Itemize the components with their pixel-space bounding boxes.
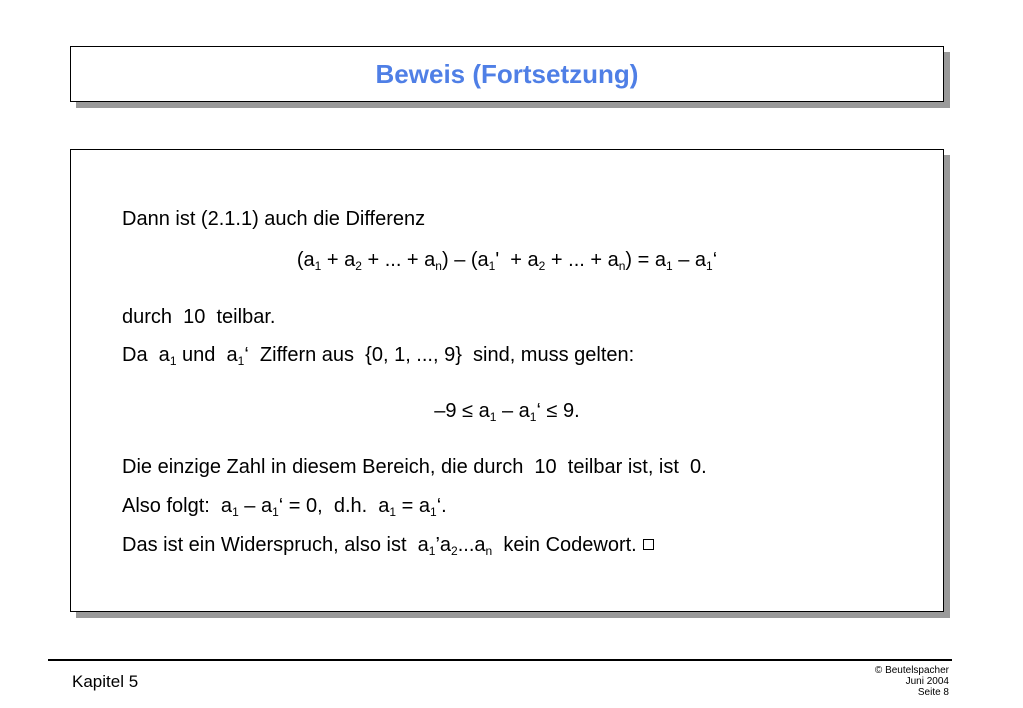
qed-square-icon: [643, 539, 654, 550]
footer-info: [875, 665, 949, 698]
text-line-widerspruch: Das ist ein Widerspruch, also ist $a_1’a_2...a_n$ kein Codewort.: [122, 533, 654, 557]
content-box: [70, 149, 944, 612]
footer-divider: [48, 659, 952, 661]
slide-title: Beweis (Fortsetzung): [375, 58, 639, 89]
text-line-ziffern: Da $a_1$ und $a_1‘$ Ziffern aus {0, 1, ..., 9} sind, muss gelten:: [122, 344, 635, 368]
text-line-teilbar: durch 10 teilbar.: [122, 306, 276, 328]
footer-page-number: Seite 8: [917, 687, 949, 698]
text-line-bereich: Die einzige Zahl in diesem Bereich, die durch 10 teilbar ist, ist 0.: [122, 456, 707, 478]
footer-copyright: © Beutelspacher: [874, 665, 949, 676]
equation-difference: ($a_1 + a_2$ + ... + $a_n) - (a_1' + a_2$ + ... + $a_n) = a_1$ – $a_1‘$: [296, 249, 718, 273]
title-box: [70, 46, 944, 102]
footer-date: Juni 2004: [905, 676, 949, 687]
footer-chapter: Kapitel 5: [72, 672, 139, 691]
equation-inequality: $-9 \le a_1$ – $a_1‘ \le 9$.: [434, 400, 580, 424]
text-line-differenz: Dann ist (2.1.1) auch die Differenz: [122, 208, 426, 230]
text-line-folgt: Also folgt: $a_1$ – $a_1‘ = 0$, d.h. $a_1$ = $a_1‘$.: [122, 495, 447, 519]
